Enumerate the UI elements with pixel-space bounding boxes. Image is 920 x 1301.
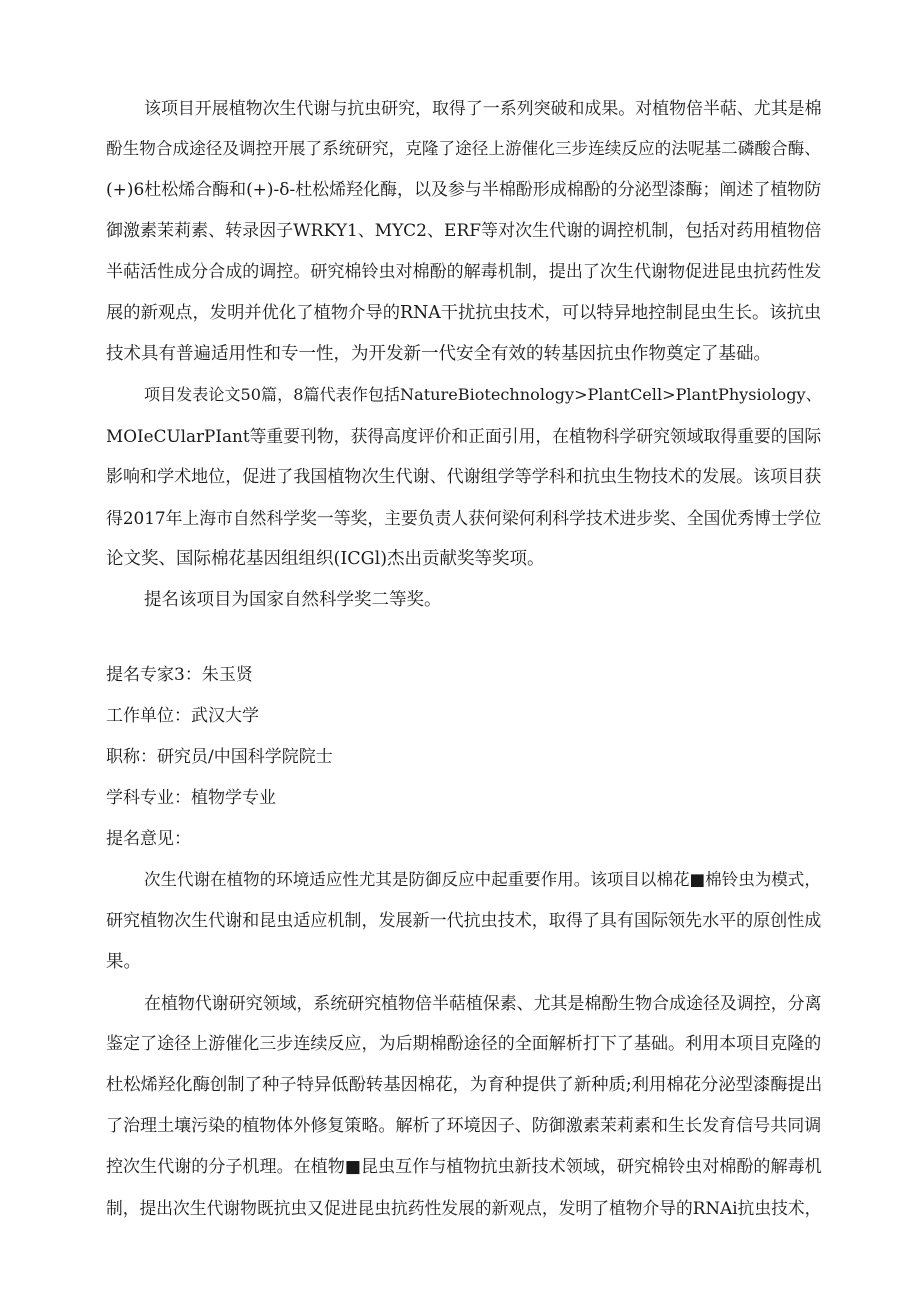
paragraph-line: 该项目开展植物次生代谢与抗虫研究，取得了一系列突破和成果。对植物倍半萜、尤其是棉 — [144, 98, 822, 118]
paragraph-line: 得2017年上海市自然科学奖一等奖，主要负责人获何梁何利科学技术进步奖、全国优秀博士学位 — [106, 508, 822, 528]
paragraph-line: 制，提出次生代谢物既抗虫又促进昆虫抗药性发展的新观点，发明了植物介导的RNAi抗虫技术， — [106, 1198, 822, 1218]
expert-major: 学科专业：植物学专业 — [106, 788, 276, 808]
paragraph-line: MOIeCUlarPIant等重要刊物，获得高度评价和正面引用，在植物科学研究领域取得重要的国际 — [106, 426, 822, 446]
paragraph-line: 项目发表论文50篇，8篇代表作包括NatureBiotechnology>PlantCell>PlantPhysiology、 — [144, 385, 822, 404]
paragraph-line: 在植物代谢研究领域，系统研究植物倍半萜植保素、尤其是棉酚生物合成途径及调控，分离 — [144, 993, 822, 1013]
paragraph-line: 次生代谢在植物的环境适应性尤其是防御反应中起重要作用。该项目以棉花■棉铃虫为模式， — [144, 870, 821, 889]
paragraph-line: 研究植物次生代谢和昆虫适应机制，发展新一代抗虫技术，取得了具有国际领先水平的原创性成 — [106, 911, 822, 931]
expert-name: 提名专家3：朱玉贤 — [106, 665, 253, 685]
paragraph-line: 果。 — [106, 952, 141, 972]
paragraph-line: (+)6杜松烯合酶和(+)-δ-杜松烯羟化酶，以及参与半棉酚形成棉酚的分泌型漆酶；阐述了植物防 — [106, 180, 822, 200]
paragraph-line: 半萜活性成分合成的调控。研究棉铃虫对棉酚的解毒机制，提出了次生代谢物促进昆虫抗药性发 — [106, 262, 822, 282]
expert-unit: 工作单位：武汉大学 — [106, 706, 259, 726]
paragraph-line: 了治理土壤污染的植物体外修复策略。解析了环境因子、防御激素茉莉素和生长发育信号共同调 — [106, 1116, 822, 1136]
paragraph-line: 御激素茉莉素、转录因子WRKY1、MYC2、ERF等对次生代谢的调控机制，包括对药用植物倍 — [106, 221, 822, 241]
expert-title: 职称：研究员/中国科学院院士 — [106, 747, 333, 767]
paragraph-line: 展的新观点，发明并优化了植物介导的RNA干扰抗虫技术，可以特异地控制昆虫生长。该抗虫 — [106, 303, 822, 323]
nomination-statement: 提名该项目为国家自然科学奖二等奖。 — [144, 590, 442, 610]
paragraph-line: 酚生物合成途径及调控开展了系统研究，克隆了途径上游催化三步连续反应的法呢基二磷酸合酶、 — [106, 139, 821, 158]
paragraph-line: 鉴定了途径上游催化三步连续反应，为后期棉酚途径的全面解析打下了基础。利用本项目克隆的 — [106, 1034, 822, 1054]
paragraph-line: 控次生代谢的分子机理。在植物■昆虫互作与植物抗虫新技术领域，研究棉铃虫对棉酚的解毒机 — [106, 1157, 822, 1177]
opinion-label: 提名意见： — [106, 829, 191, 849]
paragraph-line: 论文奖、国际棉花基因组组织(ICGl)杰出贡献奖等奖项。 — [106, 549, 545, 569]
paragraph-line: 杜松烯羟化酶创制了种子特异低酚转基因棉花，为育种提供了新种质;利用棉花分泌型漆酶提出 — [106, 1075, 823, 1095]
paragraph-line: 技术具有普遍适用性和专一性，为开发新一代安全有效的转基因抗虫作物奠定了基础。 — [106, 344, 771, 364]
paragraph-line: 影响和学术地位，促进了我国植物次生代谢、代谢组学等学科和抗虫生物技术的发展。该项目获 — [106, 467, 822, 487]
